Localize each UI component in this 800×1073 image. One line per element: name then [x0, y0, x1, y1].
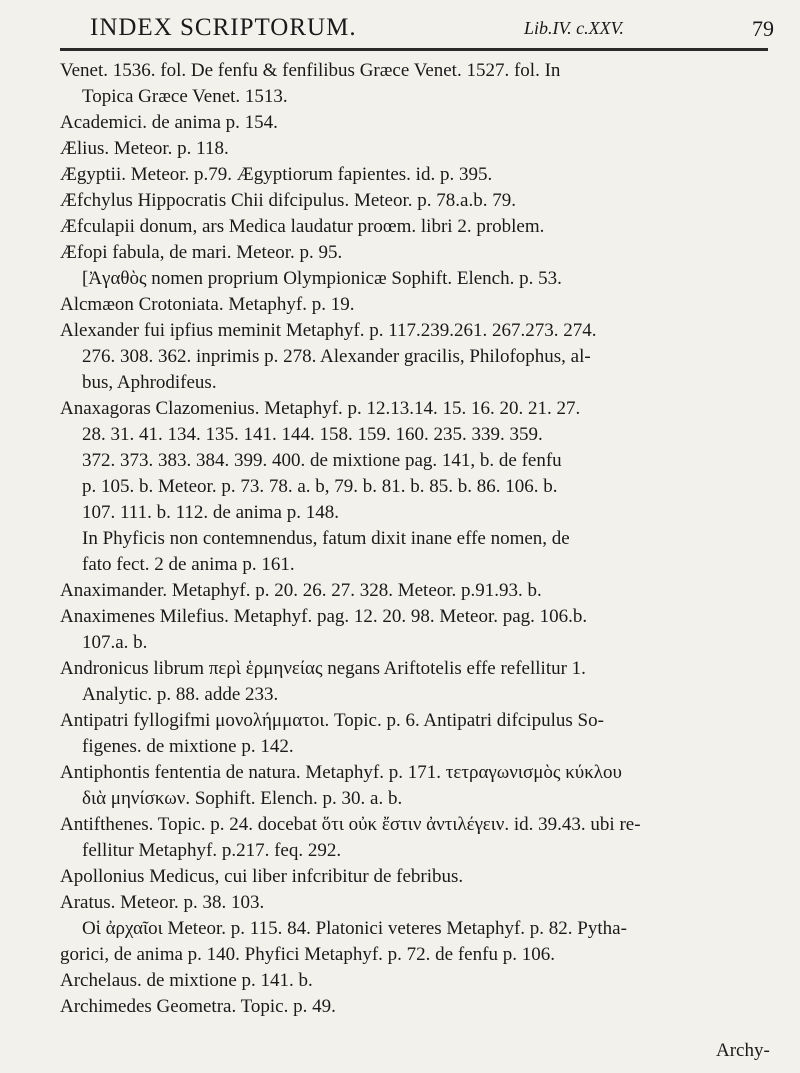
index-line: Anaxagoras Clazomenius. Metaphyf. p. 12.13.14. 15. 16. 20. 21. 27. [60, 398, 581, 419]
index-line: [Ἀγαθὸς nomen proprium Olympionicæ Sophift. Elench. p. 53. [82, 268, 562, 289]
header-rule [60, 48, 768, 51]
index-line: Archimedes Geometra. Topic. p. 49. [60, 996, 336, 1017]
index-line: Ægyptii. Meteor. p.79. Ægyptiorum fapientes. id. p. 395. [60, 164, 493, 185]
index-line: Æfopi fabula, de mari. Meteor. p. 95. [60, 242, 343, 263]
section-reference: Lib.IV. c.XXV. [524, 18, 624, 38]
catchword: Archy- [716, 1040, 770, 1061]
index-line: 372. 373. 383. 384. 399. 400. de mixtione pag. 141, b. de fenfu [82, 450, 562, 471]
index-line: Οἱ ἀρχαῖοι Meteor. p. 115. 84. Platonici veteres Metaphyf. p. 82. Pytha- [82, 918, 627, 939]
index-line: Anaximander. Metaphyf. p. 20. 26. 27. 328. Meteor. p.91.93. b. [60, 580, 542, 601]
index-line: p. 105. b. Meteor. p. 73. 78. a. b, 79. b. 81. b. 85. b. 86. 106. b. [82, 476, 558, 497]
index-line: fellitur Metaphyf. p.217. feq. 292. [82, 840, 342, 861]
index-line: 276. 308. 362. inprimis p. 278. Alexander gracilis, Philofophus, al- [82, 346, 591, 367]
index-line: Æfchylus Hippocratis Chii difcipulus. Meteor. p. 78.a.b. 79. [60, 190, 516, 211]
index-line: 107. 111. b. 112. de anima p. 148. [82, 502, 339, 523]
index-line: Archelaus. de mixtione p. 141. b. [60, 970, 313, 991]
index-line: Antipatri fyllogifmi μονολήμματοι. Topic. p. 6. Antipatri difcipulus So- [60, 710, 604, 731]
index-line: fato fect. 2 de anima p. 161. [82, 554, 295, 575]
index-line: In Phyficis non contemnendus, fatum dixit inane effe nomen, de [82, 528, 570, 549]
index-line: gorici, de anima p. 140. Phyfici Metaphyf. p. 72. de fenfu p. 106. [60, 944, 555, 965]
index-line: Apollonius Medicus, cui liber infcribitur de febribus. [60, 866, 464, 887]
index-line: figenes. de mixtione p. 142. [82, 736, 294, 757]
index-line: Antiphontis fententia de natura. Metaphyf. p. 171. τετραγωνισμὸς κύκλου [60, 762, 622, 783]
index-line: Aratus. Meteor. p. 38. 103. [60, 892, 265, 913]
index-line: διὰ μηνίσκων. Sophift. Elench. p. 30. a. b. [82, 788, 403, 809]
index-line: Antifthenes. Topic. p. 24. docebat ὅτι οὐκ ἔστιν ἀντιλέγειν. id. 39.43. ubi re- [60, 814, 641, 835]
index-line: Venet. 1536. fol. De fenfu & fenfilibus Græce Venet. 1527. fol. In [60, 60, 561, 81]
index-line: Andronicus librum περὶ ἑρμηνείας negans Ariftotelis effe refellitur 1. [60, 658, 586, 679]
page-number: 79 [752, 16, 774, 41]
index-line: Alcmæon Crotoniata. Metaphyf. p. 19. [60, 294, 355, 315]
index-line: Alexander fui ipfius meminit Metaphyf. p. 117.239.261. 267.273. 274. [60, 320, 597, 341]
index-line: bus, Aphrodifeus. [82, 372, 217, 393]
index-line: Ælius. Meteor. p. 118. [60, 138, 229, 159]
index-line: Analytic. p. 88. adde 233. [82, 684, 279, 705]
index-line: Æfculapii donum, ars Medica laudatur proœm. libri 2. problem. [60, 216, 545, 237]
index-line: 107.a. b. [82, 632, 148, 653]
index-line: Academici. de anima p. 154. [60, 112, 278, 133]
index-line: Topica Græce Venet. 1513. [82, 86, 288, 107]
index-line: Anaximenes Milefius. Metaphyf. pag. 12. 20. 98. Meteor. pag. 106.b. [60, 606, 588, 627]
page-header [90, 14, 780, 48]
index-line: 28. 31. 41. 134. 135. 141. 144. 158. 159. 160. 235. 339. 359. [82, 424, 543, 445]
running-title: INDEX SCRIPTORUM. [90, 14, 357, 41]
